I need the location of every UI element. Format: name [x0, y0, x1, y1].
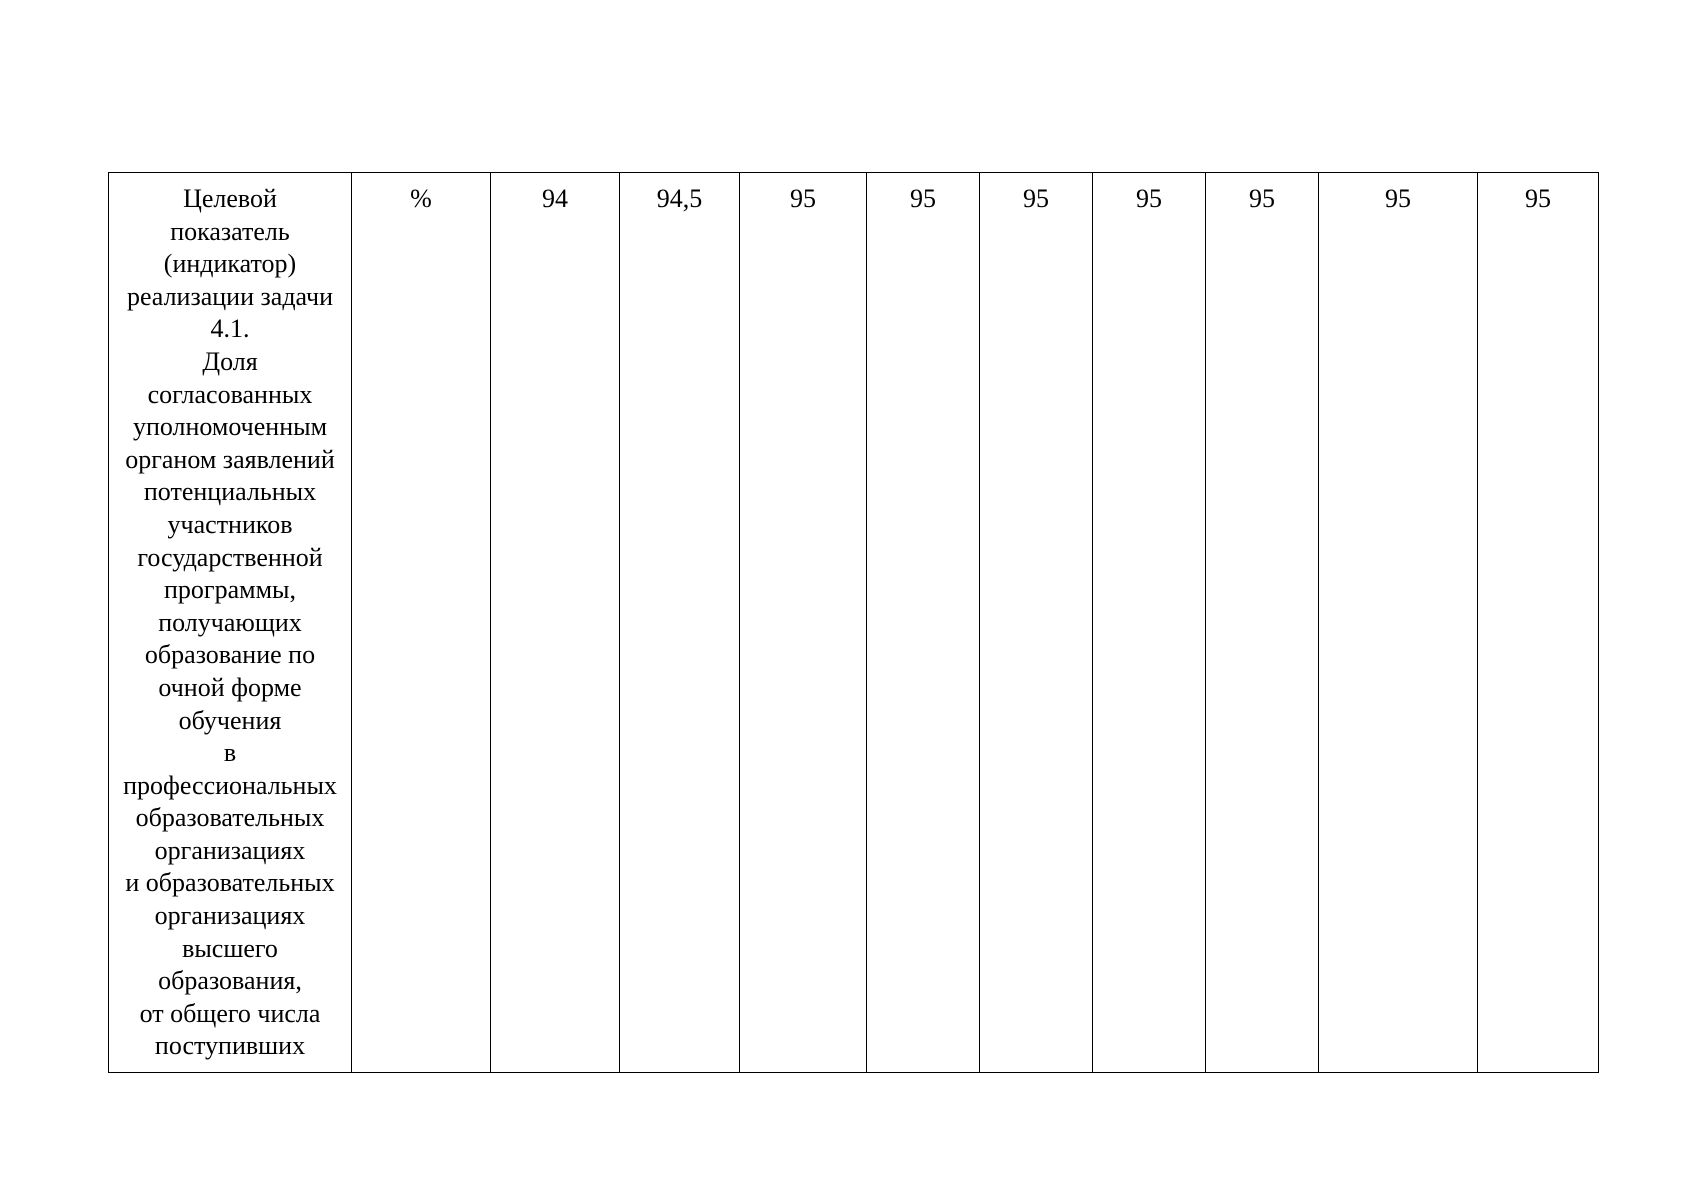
value: 95	[910, 184, 936, 213]
indicator-label: Целевой показатель (индикатор) реализации задачи 4.1. Доля согласованных уполномоченным органом заявлений потенциальных участников государственной программы, получающих образование по очной форме обучения в профессиональных образовательных организациях и образовательных организациях высшего образования, от общего числа поступивших	[123, 184, 337, 1061]
value-cell	[1478, 173, 1599, 1073]
value-cell	[740, 173, 867, 1073]
value: 95	[1249, 184, 1275, 213]
value-cell	[1319, 173, 1478, 1073]
value-cell	[980, 173, 1093, 1073]
value: 95	[790, 184, 816, 213]
value: 94,5	[656, 184, 703, 213]
value: 95	[1525, 184, 1551, 213]
unit-cell	[352, 173, 491, 1073]
value: 94	[542, 184, 568, 213]
table-row	[109, 173, 1599, 1073]
value-cell	[1206, 173, 1319, 1073]
value-cell	[1093, 173, 1206, 1073]
indicator-table	[108, 172, 1599, 1073]
value: 95	[1385, 184, 1411, 213]
value: 95	[1023, 184, 1049, 213]
indicator-label-cell	[109, 173, 352, 1073]
value-cell	[491, 173, 620, 1073]
value: 95	[1136, 184, 1162, 213]
unit-value: %	[410, 184, 432, 213]
value-cell	[620, 173, 740, 1073]
value-cell	[867, 173, 980, 1073]
